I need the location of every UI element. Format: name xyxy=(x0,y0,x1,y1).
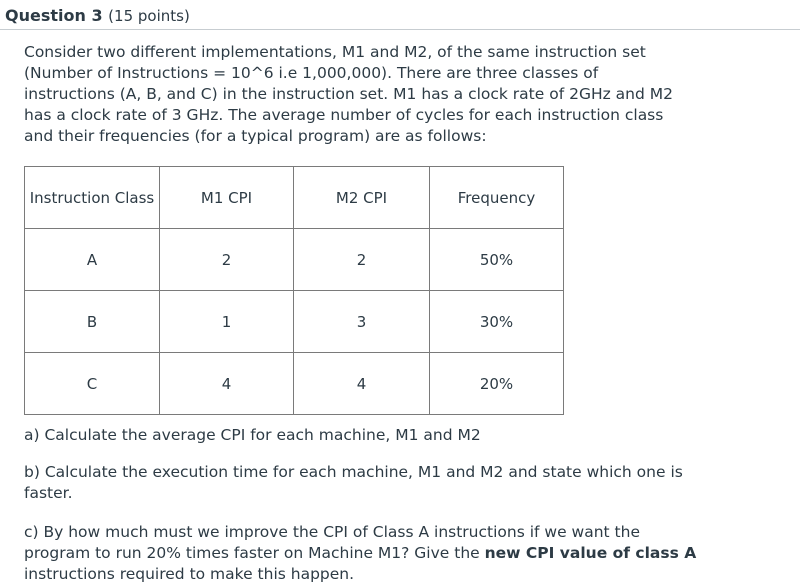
part-c-line-1: c) By how much must we improve the CPI of Class A instructions if we want the xyxy=(24,523,640,541)
part-c-emphasis: new CPI value of class A xyxy=(484,544,697,562)
cell-class: B xyxy=(25,291,160,353)
cell-frequency: 30% xyxy=(430,291,564,353)
header-m1-cpi: M1 CPI xyxy=(160,167,294,229)
header-instruction-class: Instruction Class xyxy=(25,167,160,229)
part-a-text: a) Calculate the average CPI for each machine, M1 and M2 xyxy=(24,426,481,444)
intro-line-2: (Number of Instructions = 10^6 i.e 1,000,000). There are three classes of xyxy=(24,64,599,82)
cell-m1-cpi: 4 xyxy=(160,353,294,415)
table-row xyxy=(25,353,564,415)
question-intro xyxy=(24,42,714,147)
cell-m2-cpi: 3 xyxy=(294,291,430,353)
part-c xyxy=(24,522,724,585)
part-c-line-2-text: program to run 20% times faster on Machine M1? Give the xyxy=(24,544,485,562)
question-points: (15 points) xyxy=(108,7,190,25)
intro-line-1: Consider two different implementations, M1 and M2, of the same instruction set xyxy=(24,43,646,61)
cell-m2-cpi: 4 xyxy=(294,353,430,415)
cell-m1-cpi: 1 xyxy=(160,291,294,353)
part-c-line-3: instructions required to make this happen. xyxy=(24,565,355,583)
part-b-line-1: b) Calculate the execution time for each machine, M1 and M2 and state which one is xyxy=(24,463,683,481)
cpi-table xyxy=(24,166,564,415)
question-header xyxy=(0,0,800,30)
table-row xyxy=(25,291,564,353)
cell-class: C xyxy=(25,353,160,415)
header-m2-cpi: M2 CPI xyxy=(294,167,430,229)
question-title xyxy=(5,6,190,25)
intro-line-3: instructions (A, B, and C) in the instruction set. M1 has a clock rate of 2GHz and M2 xyxy=(24,85,673,103)
cell-m1-cpi: 2 xyxy=(160,229,294,291)
table-header-row xyxy=(25,167,564,229)
intro-line-5: and their frequencies (for a typical program) are as follows: xyxy=(24,127,487,145)
part-b-line-2: faster. xyxy=(24,484,73,502)
part-b xyxy=(24,462,724,504)
cell-frequency: 50% xyxy=(430,229,564,291)
cell-frequency: 20% xyxy=(430,353,564,415)
header-frequency: Frequency xyxy=(430,167,564,229)
part-c-line-2 xyxy=(24,543,724,564)
cell-class: A xyxy=(25,229,160,291)
table-row xyxy=(25,229,564,291)
part-a xyxy=(24,425,724,446)
intro-line-4: has a clock rate of 3 GHz. The average number of cycles for each instruction class xyxy=(24,106,664,124)
question-number: Question 3 xyxy=(5,6,103,25)
cell-m2-cpi: 2 xyxy=(294,229,430,291)
